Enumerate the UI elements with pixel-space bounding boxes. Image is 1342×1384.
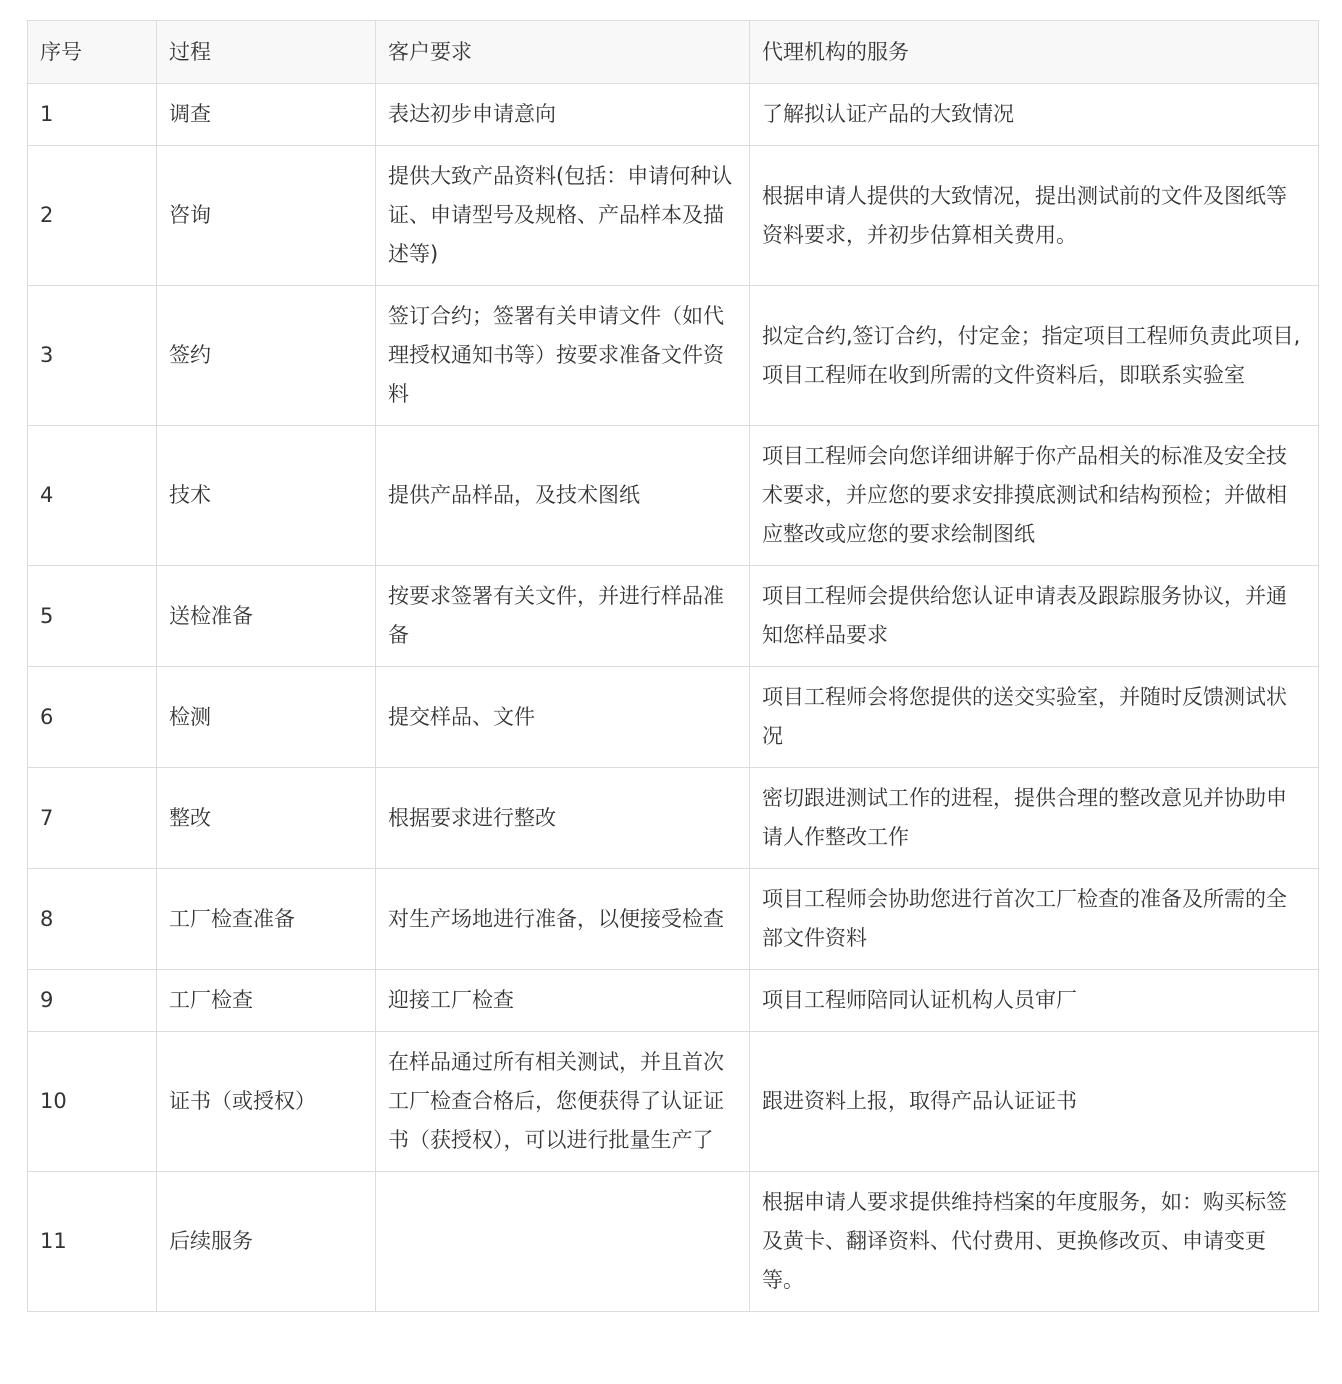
cell-process: 证书（或授权） — [157, 1032, 376, 1172]
cell-customer-requirement: 提供大致产品资料(包括：申请何种认证、申请型号及规格、产品样本及描述等) — [376, 146, 750, 286]
cell-no: 9 — [28, 970, 157, 1032]
cell-process: 工厂检查准备 — [157, 869, 376, 970]
cell-no: 1 — [28, 84, 157, 146]
cell-process: 送检准备 — [157, 566, 376, 667]
cell-agency-service: 密切跟进测试工作的进程，提供合理的整改意见并协助申请人作整改工作 — [750, 768, 1319, 869]
cell-agency-service: 了解拟认证产品的大致情况 — [750, 84, 1319, 146]
cell-agency-service: 跟进资料上报，取得产品认证证书 — [750, 1032, 1319, 1172]
process-table — [27, 20, 1319, 1312]
table-row — [28, 566, 1319, 667]
header-agency-service: 代理机构的服务 — [750, 21, 1319, 84]
cell-no: 4 — [28, 426, 157, 566]
table-row — [28, 286, 1319, 426]
cell-no: 10 — [28, 1032, 157, 1172]
cell-no: 7 — [28, 768, 157, 869]
cell-no: 3 — [28, 286, 157, 426]
header-row — [28, 21, 1319, 84]
cell-no: 8 — [28, 869, 157, 970]
cell-customer-requirement: 提供产品样品，及技术图纸 — [376, 426, 750, 566]
cell-process: 后续服务 — [157, 1172, 376, 1312]
header-customer-requirement: 客户要求 — [376, 21, 750, 84]
table-row — [28, 970, 1319, 1032]
cell-process: 咨询 — [157, 146, 376, 286]
cell-process: 调查 — [157, 84, 376, 146]
cell-customer-requirement: 在样品通过所有相关测试，并且首次工厂检查合格后，您便获得了认证证书（获授权），可以进行批量生产了 — [376, 1032, 750, 1172]
header-no: 序号 — [28, 21, 157, 84]
cell-customer-requirement: 表达初步申请意向 — [376, 84, 750, 146]
cell-process: 整改 — [157, 768, 376, 869]
cell-process: 工厂检查 — [157, 970, 376, 1032]
cell-agency-service: 项目工程师会协助您进行首次工厂检查的准备及所需的全部文件资料 — [750, 869, 1319, 970]
table-row — [28, 869, 1319, 970]
cell-agency-service: 项目工程师会提供给您认证申请表及跟踪服务协议，并通知您样品要求 — [750, 566, 1319, 667]
cell-process: 签约 — [157, 286, 376, 426]
table-row — [28, 667, 1319, 768]
cell-agency-service: 项目工程师会将您提供的送交实验室，并随时反馈测试状况 — [750, 667, 1319, 768]
table-row — [28, 426, 1319, 566]
cell-customer-requirement: 提交样品、文件 — [376, 667, 750, 768]
cell-no: 11 — [28, 1172, 157, 1312]
cell-customer-requirement: 对生产场地进行准备，以便接受检查 — [376, 869, 750, 970]
header-process: 过程 — [157, 21, 376, 84]
cell-agency-service: 项目工程师会向您详细讲解于你产品相关的标准及安全技术要求，并应您的要求安排摸底测试和结构预检；并做相应整改或应您的要求绘制图纸 — [750, 426, 1319, 566]
cell-customer-requirement — [376, 1172, 750, 1312]
cell-customer-requirement: 按要求签署有关文件，并进行样品准备 — [376, 566, 750, 667]
cell-process: 技术 — [157, 426, 376, 566]
cell-customer-requirement: 根据要求进行整改 — [376, 768, 750, 869]
cell-customer-requirement: 签订合约；签署有关申请文件（如代理授权通知书等）按要求准备文件资料 — [376, 286, 750, 426]
table-row — [28, 1172, 1319, 1312]
cell-agency-service: 拟定合约,签订合约，付定金；指定项目工程师负责此项目,项目工程师在收到所需的文件资料后，即联系实验室 — [750, 286, 1319, 426]
cell-no: 2 — [28, 146, 157, 286]
cell-agency-service: 项目工程师陪同认证机构人员审厂 — [750, 970, 1319, 1032]
cell-process: 检测 — [157, 667, 376, 768]
table-row — [28, 1032, 1319, 1172]
table-row — [28, 146, 1319, 286]
table-body — [28, 84, 1319, 1312]
cell-agency-service: 根据申请人要求提供维持档案的年度服务，如：购买标签及黄卡、翻译资料、代付费用、更换修改页、申请变更等。 — [750, 1172, 1319, 1312]
table-row — [28, 84, 1319, 146]
cell-no: 6 — [28, 667, 157, 768]
cell-no: 5 — [28, 566, 157, 667]
cell-agency-service: 根据申请人提供的大致情况，提出测试前的文件及图纸等资料要求，并初步估算相关费用。 — [750, 146, 1319, 286]
cell-customer-requirement: 迎接工厂检查 — [376, 970, 750, 1032]
table-row — [28, 768, 1319, 869]
table-header — [28, 21, 1319, 84]
